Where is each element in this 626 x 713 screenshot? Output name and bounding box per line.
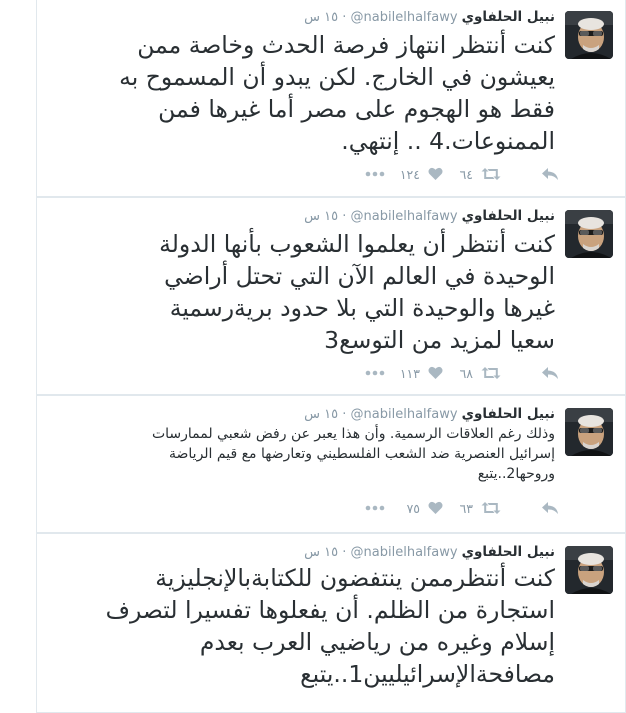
author-handle[interactable]: @nabilelhalfawy — [350, 10, 458, 25]
tweet-text-line: مصافحةالإسرائيليين1..يتبع — [300, 660, 555, 688]
avatar[interactable] — [565, 11, 613, 59]
tweet-actions — [355, 363, 559, 383]
tweet-text-line: إسلام وغيره من رياضيي العرب بعدم — [199, 628, 555, 656]
avatar[interactable] — [565, 546, 613, 594]
avatar[interactable] — [565, 210, 613, 258]
tweet-text — [119, 29, 555, 157]
tweet-text-line: سعيا لمزيد من التوسع3 — [324, 326, 555, 354]
author-name[interactable]: نبيل الحلفاوي — [461, 406, 555, 422]
tweet-actions — [355, 164, 559, 184]
author-name[interactable]: نبيل الحلفاوي — [461, 544, 555, 560]
retweet-icon — [481, 501, 501, 515]
retweet-icon — [481, 366, 501, 380]
reply-button[interactable] — [501, 501, 559, 515]
author-name[interactable]: نبيل الحلفاوي — [461, 208, 555, 224]
timestamp[interactable]: ١٥ س — [304, 10, 339, 25]
tweet-header — [304, 544, 555, 560]
tweet[interactable] — [36, 197, 626, 395]
like-count: ٧٥ — [406, 500, 420, 516]
like-count: ١٢٤ — [399, 166, 420, 182]
tweet-text-line: الوحيدة في العالم الآن التي تحتل أراضي — [164, 262, 555, 290]
tweet-text-line: استجارة من الظلم. أن يفعلوها تفسيرا لتصرف — [105, 596, 555, 624]
timestamp[interactable]: ١٥ س — [304, 407, 339, 422]
tweet-text-line: كنت أنتظر انتهاز فرصة الحدث وخاصة ممن — [137, 31, 555, 59]
author-name[interactable]: نبيل الحلفاوي — [461, 9, 555, 25]
like-count: ١١٣ — [399, 365, 420, 381]
tweet[interactable] — [36, 533, 626, 713]
reply-icon — [541, 167, 559, 181]
more-button[interactable] — [355, 505, 385, 511]
tweet-text — [106, 562, 555, 690]
separator-dot: · — [342, 209, 347, 224]
reply-button[interactable] — [501, 167, 559, 181]
retweet-count: ٦٤ — [459, 166, 473, 182]
reply-icon — [541, 366, 559, 380]
tweet-text-line: يعيشون في الخارج. لكن يبدو أن المسموح به — [119, 63, 555, 91]
separator-dot: · — [342, 545, 347, 560]
timestamp[interactable]: ١٥ س — [304, 209, 339, 224]
like-button[interactable] — [385, 366, 443, 381]
heart-icon — [428, 167, 443, 181]
more-button[interactable] — [355, 370, 385, 376]
tweet-text-line: وروحها2..يتبع — [477, 466, 555, 482]
tweet-text — [152, 424, 555, 484]
timeline — [36, 0, 626, 700]
tweet-header — [304, 406, 555, 422]
tweet-text-line: وذلك رغم العلاقات الرسمية. وأن هذا يعبر عن رفض شعبي لممارسات — [151, 426, 555, 442]
author-handle[interactable]: @nabilelhalfawy — [350, 407, 458, 422]
more-icon — [365, 370, 385, 376]
tweet-text-line: غيرها والوحيدة التي بلا حدود بريةرسمية — [169, 294, 555, 322]
separator-dot: · — [342, 10, 347, 25]
tweet[interactable] — [36, 0, 626, 197]
tweet-text-line: إسرائيل العنصرية ضد الشعب الفلسطيني وتعارضها مع قيم الرياضة — [169, 446, 555, 462]
author-handle[interactable]: @nabilelhalfawy — [350, 545, 458, 560]
reply-icon — [541, 501, 559, 515]
more-icon — [365, 171, 385, 177]
tweet-actions — [355, 498, 559, 518]
author-handle[interactable]: @nabilelhalfawy — [350, 209, 458, 224]
tweet-text-line: الممنوعات.4 .. إنتهي. — [341, 127, 555, 155]
timestamp[interactable]: ١٥ س — [304, 545, 339, 560]
retweet-count: ٦٣ — [459, 500, 473, 516]
avatar[interactable] — [565, 408, 613, 456]
heart-icon — [428, 501, 443, 515]
reply-button[interactable] — [501, 366, 559, 380]
tweet-text-line: فقط هو الهجوم على مصر أما غيرها فمن — [158, 95, 555, 123]
retweet-button[interactable] — [443, 366, 501, 381]
retweet-button[interactable] — [443, 501, 501, 516]
more-icon — [365, 505, 385, 511]
retweet-button[interactable] — [443, 167, 501, 182]
tweet-text — [159, 228, 555, 356]
like-button[interactable] — [385, 501, 443, 516]
tweet[interactable] — [36, 395, 626, 533]
like-button[interactable] — [385, 167, 443, 182]
more-button[interactable] — [355, 171, 385, 177]
tweet-text-line: كنت أنتظر أن يعلموا الشعوب بأنها الدولة — [159, 230, 555, 258]
separator-dot: · — [342, 407, 347, 422]
retweet-icon — [481, 167, 501, 181]
retweet-count: ٦٨ — [459, 365, 473, 381]
tweet-header — [304, 208, 555, 224]
heart-icon — [428, 366, 443, 380]
tweet-text-line: كنت أنتظرممن ينتفضون للكتابةبالإنجليزية — [155, 564, 555, 592]
tweet-header — [304, 9, 555, 25]
